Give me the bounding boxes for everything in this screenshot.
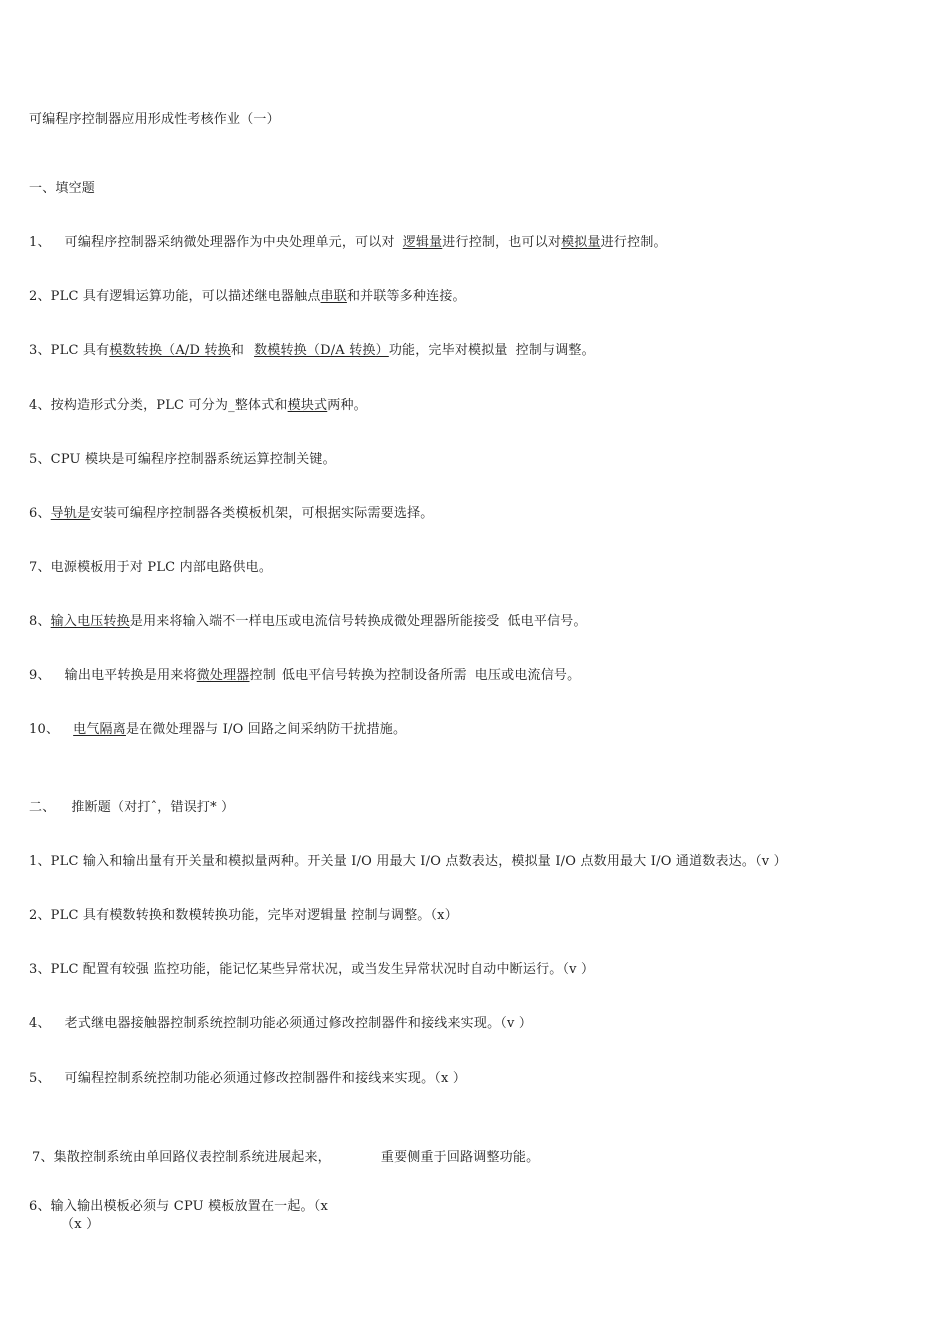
answer-blank: 电气隔离 (73, 722, 126, 737)
answer-blank: 输入电压转换 (50, 614, 130, 629)
fill-question-10: 10、 电气隔离是在微处理器与 I/O 回路之间采纳防干扰措施。 (29, 722, 407, 737)
section-heading-fill-in: 一、填空题 (29, 181, 96, 196)
judge-question-6-answer: （x ） (61, 1217, 100, 1232)
answer-blank: 模拟量 (561, 235, 601, 250)
answer-blank: 模块式 (287, 398, 328, 413)
fill-question-3: 3、PLC 具有模数转换（A/D 转换和 数模转换（D/A 转换）功能，完毕对模拟量 控制与调整。 (29, 343, 595, 358)
fill-question-2: 2、PLC 具有逻辑运算功能，可以描述继电器触点串联和并联等多种连接。 (29, 289, 466, 304)
fill-question-4: 4、按构造形式分类，PLC 可分为_整体式和模块式两种。 (29, 398, 367, 413)
judge-question-6: 6、输入输出模板必须与 CPU 模板放置在一起。（x (29, 1199, 328, 1214)
judge-question-1: 1、PLC 输入和输出量有开关量和模拟量两种。开关量 I/O 用最大 I/O 点数表达，模拟量 I/O 点数用最大 I/O 通道数表达。（v ） (29, 854, 787, 869)
answer-blank: 模数转换（A/D 转换 (109, 343, 231, 358)
judge-question-2: 2、PLC 具有模数转换和数模转换功能，完毕对逻辑量 控制与调整。（x） (29, 908, 458, 923)
judge-question-7: 7、集散控制系统由单回路仪表控制系统进展起来， 重要侧重于回路调整功能。 (32, 1150, 540, 1165)
section-heading-true-false: 二、 推断题（对打ˆ，错误打* ） (29, 800, 235, 815)
fill-question-9: 9、 输出电平转换是用来将微处理器控制 低电平信号转换为控制设备所需 电压或电流信号。 (29, 668, 581, 683)
answer-blank: 串联 (320, 289, 347, 304)
fill-question-5: 5、CPU 模块是可编程序控制器系统运算控制关键。 (29, 452, 336, 467)
fill-question-8: 8、输入电压转换是用来将输入端不一样电压或电流信号转换成微处理器所能接受 低电平信号。 (29, 614, 587, 629)
document-title: 可编程序控制器应用形成性考核作业（一） (29, 112, 280, 127)
fill-question-1: 1、 可编程序控制器采纳微处理器作为中央处理单元，可以对 逻辑量进行控制，也可以对模拟量进行控制。 (29, 235, 667, 250)
judge-question-5: 5、 可编程控制系统控制功能必须通过修改控制器件和接线来实现。（x ） (29, 1071, 467, 1086)
answer-blank: 微处理器 (196, 668, 250, 683)
answer-blank: 数模转换（D/A 转换） (254, 343, 389, 358)
judge-question-3: 3、PLC 配置有较强 监控功能，能记忆某些异常状况，或当发生异常状况时自动中断运行。（v ） (29, 962, 595, 977)
answer-blank: 导轨是 (50, 506, 91, 521)
answer-blank: 逻辑量 (402, 235, 443, 250)
judge-question-4: 4、 老式继电器接触器控制系统控制功能必须通过修改控制器件和接线来实现。（v ） (29, 1016, 533, 1031)
fill-question-6: 6、导轨是安装可编程序控制器各类模板机架，可根据实际需要选择。 (29, 506, 434, 521)
fill-question-7: 7、电源模板用于对 PLC 内部电路供电。 (29, 560, 273, 575)
